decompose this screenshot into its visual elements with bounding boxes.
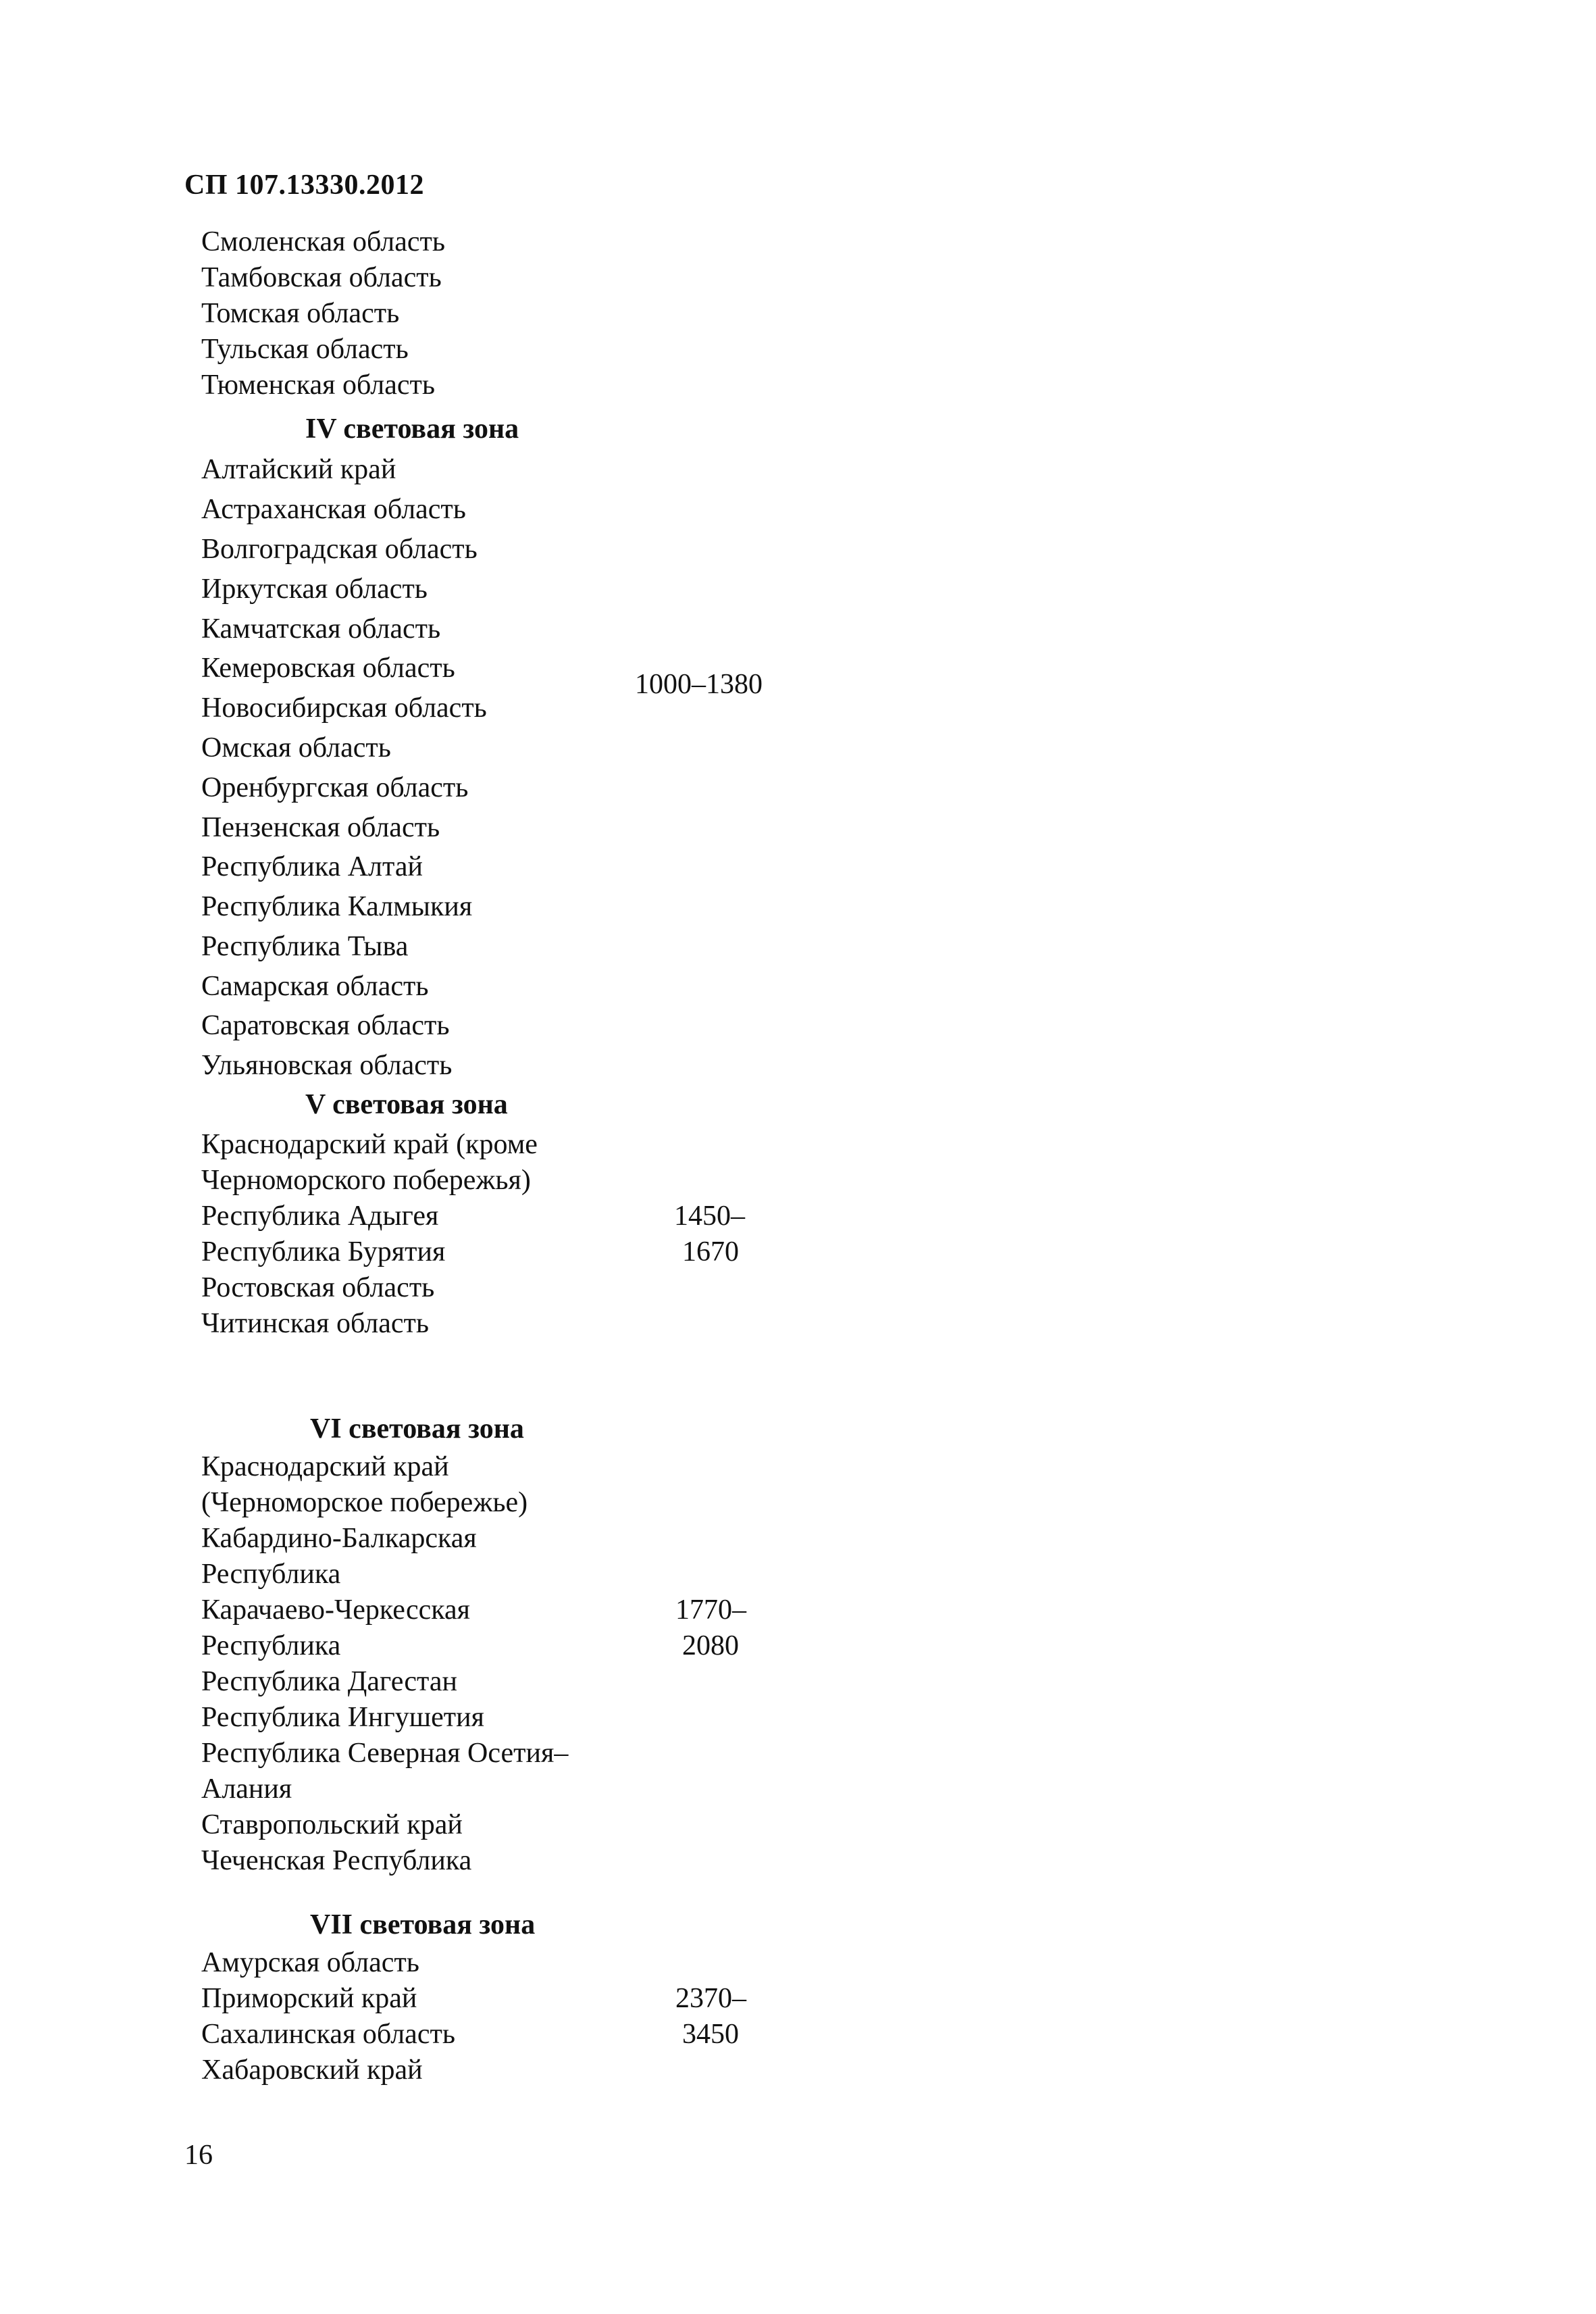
region-line: Республика Алтай: [201, 851, 423, 882]
region-line: Новосибирская область: [201, 693, 487, 724]
region-line: Алтайский край: [201, 454, 396, 485]
region-line: Тульская область: [201, 334, 409, 365]
region-line: Астраханская область: [201, 494, 466, 525]
zone-value: 1000–1380: [635, 669, 763, 700]
region-line: Волгоградская область: [201, 534, 478, 565]
region-line: Смоленская область: [201, 226, 446, 257]
region-line: Карачаево-Черкесская: [201, 1594, 470, 1626]
region-line: Пензенская область: [201, 812, 440, 843]
page-number: 16: [184, 2140, 213, 2171]
region-line: Республика: [201, 1630, 341, 1661]
region-line: Республика Северная Осетия–: [201, 1738, 569, 1769]
region-line: Тамбовская область: [201, 262, 442, 293]
region-line: Приморский край: [201, 1983, 417, 2014]
region-line: Республика Адыгея: [201, 1201, 439, 1232]
region-line: Республика Ингушетия: [201, 1702, 484, 1733]
region-line: Оренбургская область: [201, 772, 469, 803]
region-line: Республика Бурятия: [201, 1236, 446, 1267]
region-line: Алания: [201, 1774, 292, 1805]
region-line: Амурская область: [201, 1947, 419, 1978]
region-line: Тюменская область: [201, 370, 436, 401]
region-line: Ставропольский край: [201, 1809, 463, 1840]
zone-title: VII световая зона: [310, 1909, 536, 1940]
zone-value: 3450: [682, 2019, 739, 2050]
region-line: Ульяновская область: [201, 1050, 453, 1081]
zone-value: 1670: [682, 1236, 739, 1267]
page-header: СП 107.13330.2012: [184, 170, 424, 201]
region-line: Хабаровский край: [201, 2055, 423, 2086]
region-line: Республика Тыва: [201, 931, 409, 962]
region-line: Ростовская область: [201, 1272, 435, 1303]
region-line: Республика Калмыкия: [201, 891, 473, 922]
region-line: Иркутская область: [201, 574, 428, 605]
region-line: Краснодарский край (кроме: [201, 1129, 538, 1160]
region-line: Кабардино-Балкарская: [201, 1523, 477, 1554]
region-line: Камчатская область: [201, 613, 441, 645]
region-line: Республика Дагестан: [201, 1666, 458, 1697]
zone-value: 2370–: [675, 1983, 746, 2014]
region-line: Самарская область: [201, 971, 429, 1002]
region-line: Саратовская область: [201, 1010, 450, 1041]
region-line: Сахалинская область: [201, 2019, 455, 2050]
zone-value: 1770–: [675, 1594, 746, 1626]
zone-title: VI световая зона: [310, 1413, 524, 1444]
region-line: (Черноморское побережье): [201, 1487, 528, 1518]
region-line: Омская область: [201, 732, 391, 763]
region-line: Кемеровская область: [201, 653, 455, 684]
zone-title: V световая зона: [305, 1089, 508, 1120]
zone-value: 2080: [682, 1630, 739, 1661]
region-line: Краснодарский край: [201, 1451, 449, 1482]
zone-value: 1450–: [674, 1201, 745, 1232]
region-line: Читинская область: [201, 1308, 430, 1339]
region-line: Республика: [201, 1559, 341, 1590]
region-line: Томская область: [201, 298, 400, 329]
region-line: Чеченская Республика: [201, 1845, 472, 1876]
region-line: Черноморского побережья): [201, 1165, 531, 1196]
zone-title: IV световая зона: [305, 413, 519, 445]
